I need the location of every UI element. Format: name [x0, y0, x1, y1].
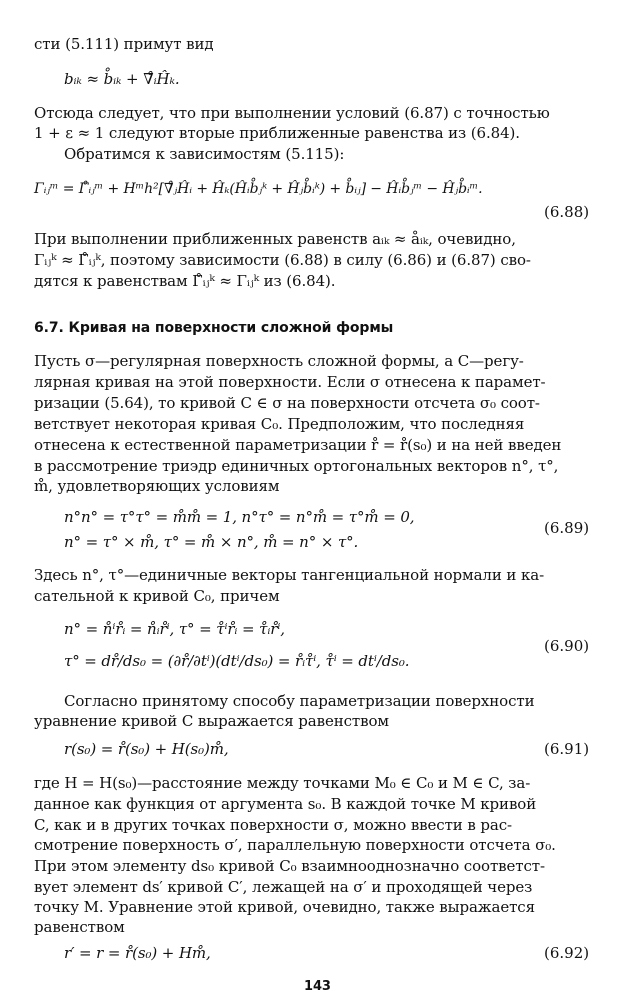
equation-number: (6.92)	[544, 944, 590, 962]
equation-number: (6.90)	[544, 637, 590, 655]
equation: n°n° = τ°τ° = m̊m̊ = 1, n°τ° = n°m̊ = τ°m̊ = 0,	[64, 508, 415, 526]
text-line: Согласно принятому способу параметризации поверхности	[64, 692, 535, 710]
text-line: Обратимся к зависимостям (5.115):	[64, 145, 345, 163]
text-line: При этом элементу ds₀ кривой C₀ взаимнооднозначно соответст-	[34, 857, 545, 875]
equation: bᵢₖ ≈ b̊ᵢₖ + ∇̊ᵢĤₖ.	[64, 70, 180, 88]
equation: n° = τ° × m̊, τ° = m̊ × n°, m̊ = n° × τ°.	[64, 533, 359, 551]
text-line: C, как и в других точках поверхности σ, можно ввести в рас-	[34, 816, 512, 834]
text-line: уравнение кривой C выражается равенством	[34, 712, 389, 730]
text-line: отнесена к естественной параметризации r̊ = r̊(s₀) и на ней введен	[34, 436, 562, 454]
equation: r′ = r = r̊(s₀) + Hm̊,	[64, 944, 211, 962]
text-line: сти (5.111) примут вид	[34, 35, 214, 53]
text-line: дятся к равенствам Γ̊ᵢⱼᵏ ≈ Γᵢⱼᵏ из (6.84).	[34, 272, 336, 290]
text-line: сательной к кривой C₀, причем	[34, 587, 280, 605]
equation: n° = n̊ⁱr̊ᵢ = n̊ᵢr̊ⁱ, τ° = τ̊ⁱr̊ᵢ = τ̊ᵢr̊ⁱ,	[64, 620, 285, 638]
equation: r(s₀) = r̊(s₀) + H(s₀)m̊,	[64, 740, 229, 758]
text-line: смотрение поверхность σ′, параллельную поверхности отсчета σ₀.	[34, 836, 556, 854]
text-line: где H = H(s₀)—расстояние между точками M₀ ∈ C₀ и M ∈ C, за-	[34, 774, 531, 792]
text-line: m̊, удовлетворяющих условиям	[34, 477, 280, 495]
text-line: в рассмотрение триэдр единичных ортогональных векторов n°, τ°,	[34, 457, 559, 475]
equation: Γᵢⱼᵐ = Γ̊ᵢⱼᵐ + Hᵐh²[∇̊ⱼĤᵢ + Ĥₖ(Ĥᵢb̊ⱼᵏ + Ĥⱼb̊ᵢᵏ) + b̊ᵢⱼ] − Ĥᵢb̊ⱼᵐ − Ĥⱼb̊ᵢᵐ.	[34, 181, 483, 197]
text-line: Γᵢⱼᵏ ≈ Γ̊ᵢⱼᵏ, поэтому зависимости (6.88) в силу (6.86) и (6.87) сво-	[34, 251, 531, 269]
text-line: При выполнении приближенных равенств aᵢₖ ≈ åᵢₖ, очевидно,	[34, 230, 516, 248]
equation: τ° = dr̊/ds₀ = (∂r̊/∂tⁱ)(dtⁱ/ds₀) = r̊ᵢτ̊ⁱ, τ̊ⁱ = dtⁱ/ds₀.	[64, 652, 410, 670]
equation-number: (6.88)	[544, 203, 590, 221]
text-line: точку M. Уравнение этой кривой, очевидно, также выражается	[34, 898, 535, 916]
text-line: ризации (5.64), то кривой C ∈ σ на поверхности отсчета σ₀ соот-	[34, 394, 540, 412]
text-line: 1 + ε ≈ 1 следуют вторые приближенные равенства из (6.84).	[34, 124, 520, 142]
text-line: Пусть σ—регулярная поверхность сложной формы, а C—регу-	[34, 352, 524, 370]
text-line: Отсюда следует, что при выполнении условий (6.87) с точностью	[34, 104, 550, 122]
text-line: вует элемент ds′ кривой C′, лежащей на σ′ и проходящей через	[34, 878, 533, 896]
section-heading: 6.7. Кривая на поверхности сложной формы	[34, 320, 394, 336]
equation-number: (6.89)	[544, 519, 590, 537]
page-number: 143	[304, 979, 331, 994]
equation-number: (6.91)	[544, 740, 590, 758]
text-line: Здесь n°, τ°—единичные векторы тангенциальной нормали и ка-	[34, 566, 545, 584]
text-line: равенством	[34, 918, 125, 936]
text-line: ветствует некоторая кривая C₀. Предположим, что последняя	[34, 415, 525, 433]
text-line: лярная кривая на этой поверхности. Если σ отнесена к парамет-	[34, 373, 546, 391]
text-line: данное как функция от аргумента s₀. В каждой точке M кривой	[34, 795, 537, 813]
